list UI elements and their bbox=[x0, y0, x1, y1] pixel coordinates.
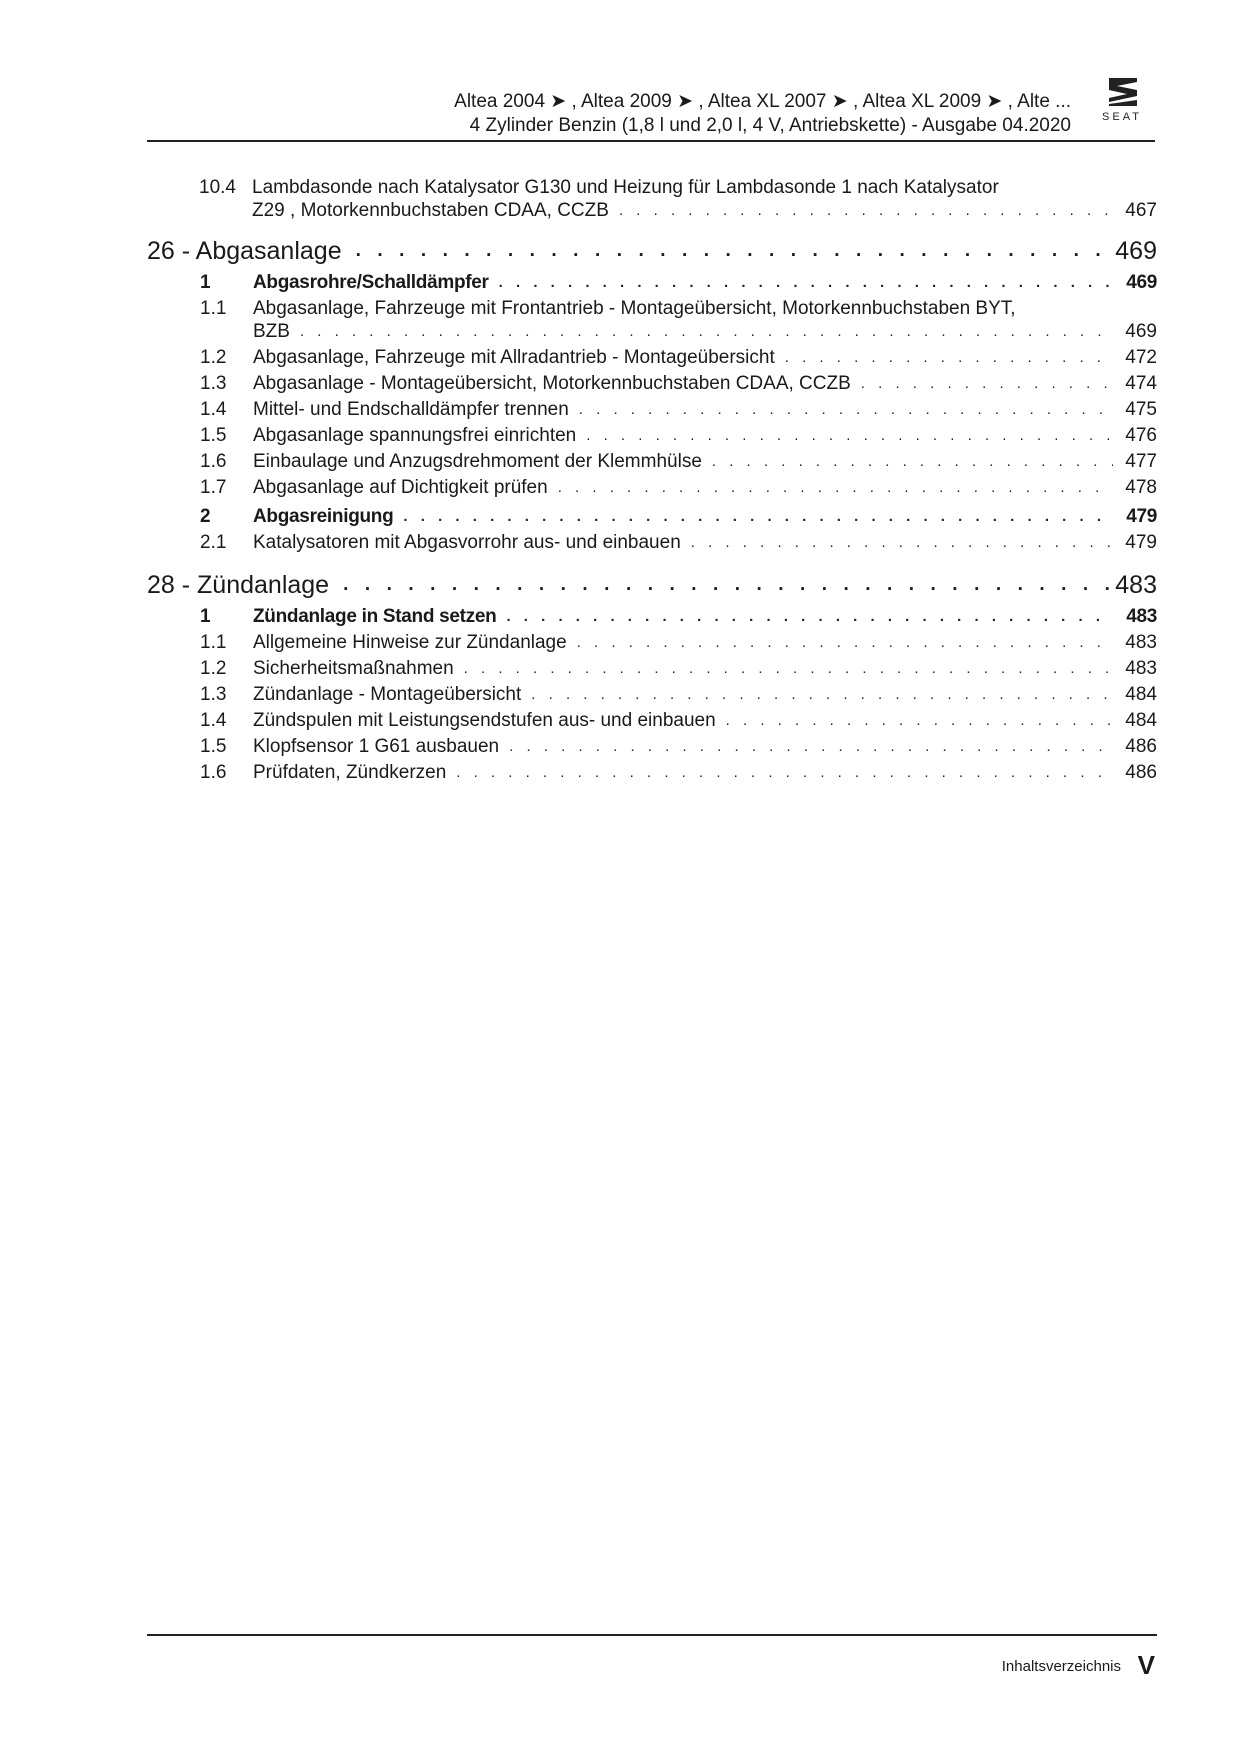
toc-entry[interactable] bbox=[147, 657, 1157, 680]
toc-entry-page: 478 bbox=[1125, 477, 1157, 498]
toc-entry-page: 479 bbox=[1126, 506, 1157, 527]
toc-entry-page: 483 bbox=[1126, 606, 1157, 627]
toc-entry[interactable] bbox=[147, 683, 1157, 706]
toc-entry-title: Katalysatoren mit Abgasvorrohr aus- und einbauen bbox=[253, 532, 681, 553]
toc-entry-page: 483 bbox=[1125, 632, 1157, 653]
toc-entry-page: 484 bbox=[1125, 684, 1157, 705]
toc-entry-number: 1.4 bbox=[200, 710, 227, 731]
chapter-heading[interactable] bbox=[147, 570, 1157, 600]
dot-leader bbox=[558, 476, 1113, 499]
toc-entry-title: Abgasreinigung bbox=[253, 506, 394, 527]
toc-entry[interactable] bbox=[147, 531, 1157, 554]
toc-entry[interactable] bbox=[147, 450, 1157, 473]
toc-entry-title: Lambdasonde nach Katalysator G130 und Heizung für Lambdasonde 1 nach Katalysator bbox=[252, 177, 999, 198]
toc-entry[interactable] bbox=[147, 424, 1157, 447]
dot-leader bbox=[300, 320, 1113, 343]
toc-entry-title: Abgasrohre/Schalldämpfer bbox=[253, 272, 489, 293]
dot-leader bbox=[619, 199, 1113, 222]
dot-leader bbox=[509, 735, 1113, 758]
toc-entry-number: 1.5 bbox=[200, 736, 227, 757]
toc-entry-title-cont: BZB bbox=[253, 321, 290, 342]
dot-leader bbox=[577, 631, 1113, 654]
toc-entry-number: 1.3 bbox=[200, 684, 227, 705]
toc-entry-title: Einbaulage und Anzugsdrehmoment der Klemmhülse bbox=[253, 451, 702, 472]
footer-section-label: Inhaltsverzeichnis bbox=[1001, 1658, 1121, 1675]
toc-entry[interactable] bbox=[147, 372, 1157, 395]
toc-entry-title: Zündspulen mit Leistungsendstufen aus- und einbauen bbox=[253, 710, 716, 731]
toc-entry[interactable] bbox=[147, 398, 1157, 421]
toc-entry-number: 1.1 bbox=[200, 298, 227, 319]
toc-entry-number: 2.1 bbox=[200, 532, 227, 553]
chapter-page: 483 bbox=[1115, 571, 1157, 599]
toc-entry[interactable] bbox=[147, 176, 1157, 222]
toc-entry-page: 472 bbox=[1125, 347, 1157, 368]
toc-entry-title: Mittel- und Endschalldämpfer trennen bbox=[253, 399, 569, 420]
dot-leader bbox=[785, 346, 1113, 369]
toc-entry-page: 476 bbox=[1125, 425, 1157, 446]
toc-entry-page: 469 bbox=[1126, 272, 1157, 293]
toc-entry[interactable] bbox=[147, 271, 1157, 294]
toc-entry[interactable] bbox=[147, 346, 1157, 369]
dot-leader bbox=[712, 450, 1113, 473]
dot-leader bbox=[531, 683, 1113, 706]
header-text bbox=[454, 90, 1071, 138]
toc-entry[interactable] bbox=[147, 631, 1157, 654]
dot-leader bbox=[456, 761, 1113, 784]
dot-leader bbox=[356, 236, 1113, 266]
toc-entry-title: Abgasanlage spannungsfrei einrichten bbox=[253, 425, 577, 446]
toc-entry-title: Abgasanlage, Fahrzeuge mit Frontantrieb - Montageübersicht, Motorkennbuchstaben BYT, bbox=[253, 298, 1016, 319]
toc-entry-title: Zündanlage in Stand setzen bbox=[253, 606, 497, 627]
toc-entry-number: 1.5 bbox=[200, 425, 227, 446]
toc-entry[interactable] bbox=[147, 709, 1157, 732]
toc-entry-page: 467 bbox=[1125, 200, 1157, 221]
toc-entry-title: Abgasanlage, Fahrzeuge mit Allradantrieb - Montageübersicht bbox=[253, 347, 775, 368]
header-vehicle-line: Altea 2004 ➤ , Altea 2009 ➤ , Altea XL 2007 ➤ , Altea XL 2009 ➤ , Alte ... bbox=[454, 91, 1071, 112]
toc-entry-page: 477 bbox=[1125, 451, 1157, 472]
chapter-page: 469 bbox=[1115, 237, 1157, 265]
dot-leader bbox=[464, 657, 1113, 680]
table-of-contents bbox=[147, 176, 1157, 787]
toc-entry-number: 1.2 bbox=[200, 658, 227, 679]
seat-logo-icon bbox=[1093, 74, 1151, 130]
toc-entry-number: 10.4 bbox=[199, 177, 236, 198]
toc-entry-number: 1.2 bbox=[200, 347, 227, 368]
toc-entry-page: 479 bbox=[1125, 532, 1157, 553]
dot-leader bbox=[726, 709, 1113, 732]
chapter-heading[interactable] bbox=[147, 236, 1157, 266]
toc-entry-page: 469 bbox=[1125, 321, 1157, 342]
chapter-title: 28 - Zündanlage bbox=[147, 571, 330, 599]
toc-entry-number: 1.3 bbox=[200, 373, 227, 394]
footer-page-number: V bbox=[1137, 1650, 1155, 1680]
toc-entry-title: Abgasanlage - Montageübersicht, Motorkennbuchstaben CDAA, CCZB bbox=[253, 373, 851, 394]
dot-leader bbox=[579, 398, 1113, 421]
toc-entry-number: 1.6 bbox=[200, 451, 227, 472]
dot-leader bbox=[506, 605, 1113, 628]
dot-leader bbox=[343, 570, 1113, 600]
header-edition-line: 4 Zylinder Benzin (1,8 l und 2,0 l, 4 V, Antriebskette) - Ausgabe 04.2020 bbox=[469, 115, 1071, 136]
toc-entry[interactable] bbox=[147, 735, 1157, 758]
toc-entry[interactable] bbox=[147, 605, 1157, 628]
dot-leader bbox=[403, 505, 1113, 528]
page-header bbox=[147, 84, 1155, 142]
toc-entry-number: 1.1 bbox=[200, 632, 227, 653]
dot-leader bbox=[586, 424, 1113, 447]
toc-entry-page: 475 bbox=[1125, 399, 1157, 420]
dot-leader bbox=[691, 531, 1113, 554]
toc-entry-number: 1 bbox=[200, 606, 211, 627]
toc-entry-title: Abgasanlage auf Dichtigkeit prüfen bbox=[253, 477, 548, 498]
toc-entry[interactable] bbox=[147, 761, 1157, 784]
toc-entry-page: 474 bbox=[1125, 373, 1157, 394]
chapter-title: 26 - Abgasanlage bbox=[147, 237, 342, 265]
toc-entry-title: Allgemeine Hinweise zur Zündanlage bbox=[253, 632, 567, 653]
logo-wordmark: SEAT bbox=[1102, 111, 1142, 123]
toc-entry-page: 484 bbox=[1125, 710, 1157, 731]
dot-leader bbox=[499, 271, 1113, 294]
toc-entry-number: 1.7 bbox=[200, 477, 227, 498]
toc-entry-number: 1.4 bbox=[200, 399, 227, 420]
toc-entry-title: Prüfdaten, Zündkerzen bbox=[253, 762, 447, 783]
dot-leader bbox=[861, 372, 1113, 395]
toc-entry[interactable] bbox=[147, 505, 1157, 528]
page-footer bbox=[147, 1634, 1157, 1680]
toc-entry-page: 483 bbox=[1125, 658, 1157, 679]
toc-entry-number: 2 bbox=[200, 506, 211, 527]
toc-entry[interactable] bbox=[147, 476, 1157, 499]
toc-entry-title: Zündanlage - Montageübersicht bbox=[253, 684, 522, 705]
toc-entry-number: 1.6 bbox=[200, 762, 227, 783]
toc-entry[interactable] bbox=[147, 297, 1157, 343]
toc-entry-title: Sicherheitsmaßnahmen bbox=[253, 658, 454, 679]
toc-entry-title-cont: Z29 , Motorkennbuchstaben CDAA, CCZB bbox=[252, 200, 609, 221]
toc-entry-number: 1 bbox=[200, 272, 211, 293]
toc-entry-page: 486 bbox=[1125, 736, 1157, 757]
toc-entry-title: Klopfsensor 1 G61 ausbauen bbox=[253, 736, 500, 757]
toc-entry-page: 486 bbox=[1125, 762, 1157, 783]
